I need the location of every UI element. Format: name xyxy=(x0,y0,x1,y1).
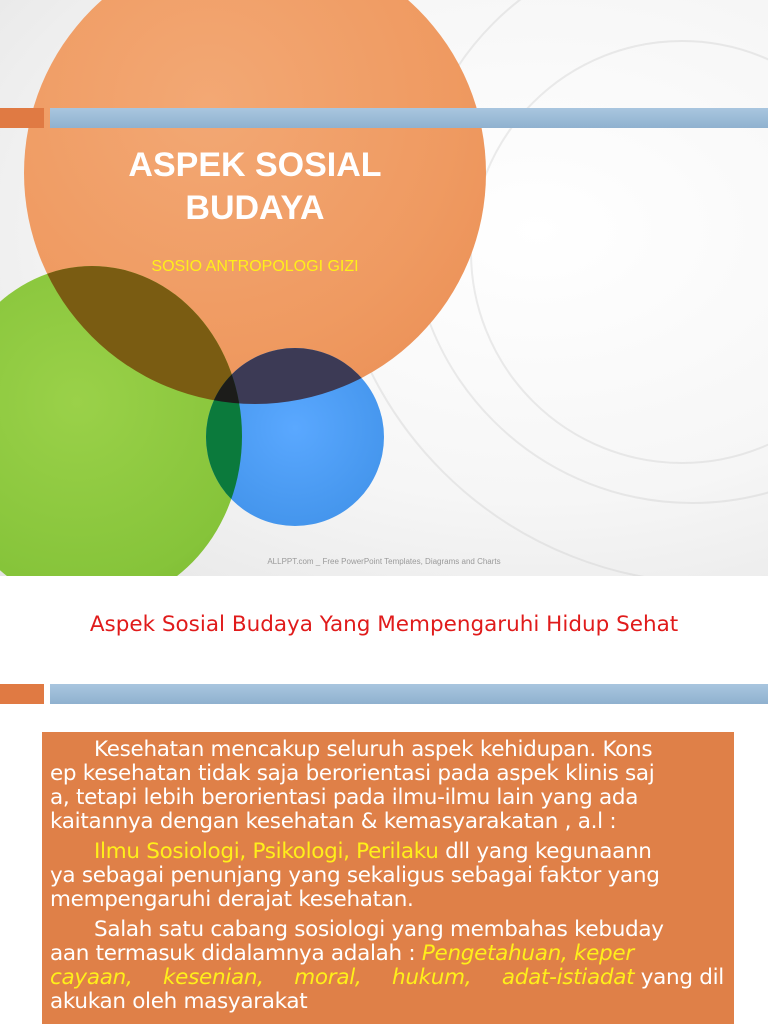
p3-word: cayaan, xyxy=(50,965,133,990)
content-slide xyxy=(0,576,768,1024)
top-bar xyxy=(50,108,768,128)
p3-line-3-rest: yang dil xyxy=(640,965,724,990)
p2-dll: dll xyxy=(445,839,470,864)
p2-highlight: Ilmu Sosiologi, Psikologi, Perilaku xyxy=(94,839,439,864)
paragraph-2 xyxy=(50,840,724,912)
p1-line-3: a, tetapi lebih berorientasi pada ilmu-ilmu lain yang ada xyxy=(50,785,639,810)
p1-line-1: Kesehatan mencakup seluruh aspek kehidupan. Kons xyxy=(94,737,653,762)
p3-line-2-highlight: Pengetahuan, keper xyxy=(421,941,634,966)
divider-bar xyxy=(50,684,768,704)
p3-word: hukum, xyxy=(392,965,472,990)
p2-line-3: mempengaruhi derajat kesehatan. xyxy=(50,887,414,912)
paragraph-3 xyxy=(50,918,724,1014)
p3-word-group xyxy=(502,966,724,990)
slide-subtitle: SOSIO ANTROPOLOGI GIZI xyxy=(151,258,359,275)
title-line-1: ASPEK SOSIAL xyxy=(128,146,382,184)
template-credit: ALLPPT.com _ Free PowerPoint Templates, Diagrams and Charts xyxy=(267,557,501,566)
p1-line-4: kaitannya dengan kesehatan & kemasyarakatan , a.l : xyxy=(50,809,617,834)
p3-word: moral, xyxy=(294,965,362,990)
slide-title xyxy=(60,144,450,230)
p2-line-1-rest: yang kegunaann xyxy=(476,839,652,864)
p1-line-2: ep kesehatan tidak saja berorientasi pada aspek klinis saj xyxy=(50,761,655,786)
slide-heading: Aspek Sosial Budaya Yang Mempengaruhi Hidup Sehat xyxy=(89,612,679,637)
p3-line-4: akukan oleh masyarakat xyxy=(50,989,308,1014)
orange-green-overlap xyxy=(0,266,242,576)
p3-word: adat-istiadat xyxy=(501,965,635,990)
p3-line-1: Salah satu cabang sosiologi yang membahas kebuday xyxy=(94,917,664,942)
divider-bar-accent xyxy=(0,684,44,704)
p3-word: kesenian, xyxy=(163,965,264,990)
p2-line-2: ya sebagai penunjang yang sekaligus sebagai faktor yang xyxy=(50,863,660,888)
p3-line-2-prefix: aan termasuk didalamnya adalah : xyxy=(50,941,416,966)
top-bar-accent xyxy=(0,108,44,128)
content-box xyxy=(42,732,734,1024)
p3-line-3 xyxy=(50,966,724,990)
title-line-2: BUDAYA xyxy=(185,189,325,227)
paragraph-1 xyxy=(50,738,724,834)
